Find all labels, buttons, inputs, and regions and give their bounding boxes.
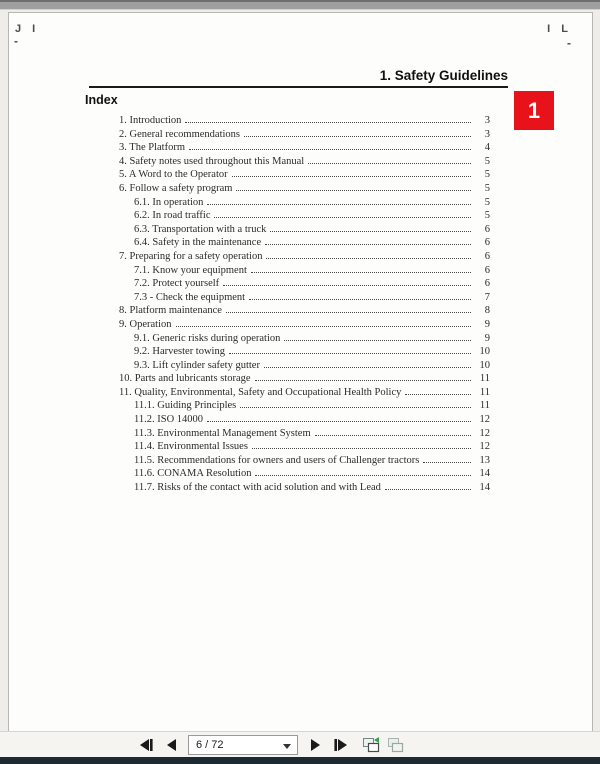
next-page-button[interactable] <box>306 737 324 753</box>
next-view-icon <box>386 735 405 754</box>
toc-page-number: 12 <box>479 427 490 439</box>
toc-leader-dots <box>232 176 471 177</box>
index-heading: Index <box>85 93 118 107</box>
toc-leader-dots <box>255 380 471 381</box>
toc-leader-dots <box>252 448 471 449</box>
toc-leader-dots <box>240 407 471 408</box>
toc-row <box>119 129 490 143</box>
window-bottom-edge <box>0 757 600 764</box>
toc-row <box>119 441 490 455</box>
toc-leader-dots <box>270 231 471 232</box>
toc-leader-dots <box>214 217 471 218</box>
toc-row <box>119 251 490 265</box>
toc-leader-dots <box>264 367 471 368</box>
toc-page-number: 10 <box>479 346 490 358</box>
toc-row <box>119 169 490 183</box>
toc-page-number: 11 <box>479 400 490 412</box>
toc-entry-label: 9.2. Harvester towing <box>134 346 225 358</box>
document-viewport[interactable] <box>0 10 600 731</box>
toc-page-number: 6 <box>484 250 490 262</box>
toc-entry-label: 4. Safety notes used throughout this Manual <box>119 155 305 167</box>
previous-page-button[interactable] <box>162 737 180 753</box>
toc-leader-dots <box>308 163 471 164</box>
previous-page-icon <box>165 738 178 752</box>
toc-row <box>119 142 490 156</box>
toc-leader-dots <box>244 136 471 137</box>
toc-entry-label: 6.4. Safety in the maintenance <box>134 237 262 249</box>
crop-mark-top-right-dash: - <box>567 36 571 50</box>
toc-leader-dots <box>405 394 471 395</box>
toc-page-number: 10 <box>479 359 490 371</box>
toc-leader-dots <box>176 326 472 327</box>
toc-entry-label: 6.3. Transportation with a truck <box>134 223 267 235</box>
page-indicator: 6 / 72 <box>196 738 224 751</box>
toc-row <box>119 400 490 414</box>
toc-entry-label: 9. Operation <box>119 318 172 330</box>
toc-page-number: 6 <box>484 264 490 276</box>
toc-page-number: 3 <box>484 115 490 126</box>
toc-entry-label: 2. General recommendations <box>119 128 240 140</box>
toc-leader-dots <box>385 489 471 490</box>
next-view-button <box>385 735 405 755</box>
toc-leader-dots <box>223 285 471 286</box>
document-page <box>8 12 593 731</box>
toc-page-number: 12 <box>479 414 490 426</box>
toc-row <box>119 414 490 428</box>
toc-row <box>119 265 490 279</box>
toc-leader-dots <box>265 244 471 245</box>
toc-page-number: 14 <box>479 468 490 480</box>
crop-mark-top-right: I L <box>547 23 572 35</box>
toc-leader-dots <box>236 190 471 191</box>
toc-entry-label: 5. A Word to the Operator <box>119 169 228 181</box>
toc-page-number: 5 <box>484 169 490 181</box>
toc-row <box>119 237 490 251</box>
toc-leader-dots <box>229 353 471 354</box>
toc-page-number: 3 <box>484 128 490 140</box>
toc-entry-label: 6.1. In operation <box>134 196 204 208</box>
toc-entry-label: 10. Parts and lubricants storage <box>119 373 251 385</box>
toc-row <box>119 210 490 224</box>
toc-entry-label: 3. The Platform <box>119 142 186 154</box>
toc-entry-label: 6. Follow a safety program <box>119 182 233 194</box>
toc-page-number: 5 <box>484 196 490 208</box>
toc-page-number: 6 <box>484 278 490 290</box>
first-page-icon <box>139 738 154 752</box>
toc-page-number: 5 <box>484 210 490 222</box>
toc-page-number: 6 <box>484 223 490 235</box>
last-page-icon <box>333 738 348 752</box>
toc-row <box>119 183 490 197</box>
toc-entry-label: 7.2. Protect yourself <box>134 278 220 290</box>
page-title: 1. Safety Guidelines <box>379 68 508 83</box>
page-number-combobox[interactable] <box>188 735 298 755</box>
toc-page-number: 14 <box>479 482 490 494</box>
toc-entry-label: 11.6. CONAMA Resolution <box>134 468 252 480</box>
toc-page-number: 12 <box>479 441 490 453</box>
toc-leader-dots <box>189 149 471 150</box>
toc-page-number: 4 <box>484 142 490 154</box>
toc-row <box>119 333 490 347</box>
toc-list <box>119 115 490 496</box>
toc-page-number: 7 <box>484 291 490 303</box>
toc-row <box>119 387 490 401</box>
toc-leader-dots <box>226 312 471 313</box>
section-tab: 1 <box>514 91 554 130</box>
toc-row <box>119 224 490 238</box>
toc-entry-label: 7.1. Know your equipment <box>134 264 247 276</box>
toc-page-number: 11 <box>479 386 490 398</box>
toc-leader-dots <box>423 462 471 463</box>
toc-row <box>119 197 490 211</box>
toc-leader-dots <box>249 299 471 300</box>
toc-row <box>119 346 490 360</box>
chevron-down-icon[interactable] <box>283 744 291 749</box>
toc-leader-dots <box>315 435 471 436</box>
navigation-toolbar <box>0 731 600 757</box>
toc-entry-label: 11.1. Guiding Principles <box>134 400 237 412</box>
toc-row <box>119 468 490 482</box>
header-rule <box>89 86 508 88</box>
previous-view-button[interactable] <box>361 735 381 755</box>
toc-entry-label: 9.1. Generic risks during operation <box>134 332 281 344</box>
toc-leader-dots <box>266 258 471 259</box>
toc-entry-label: 11.2. ISO 14000 <box>134 414 204 426</box>
toc-page-number: 5 <box>484 155 490 167</box>
toc-leader-dots <box>251 272 471 273</box>
toc-leader-dots <box>207 204 471 205</box>
crop-mark-top-left-dash: - <box>14 34 18 48</box>
toc-entry-label: 7. Preparing for a safety operation <box>119 250 263 262</box>
crop-mark-top-left: J I <box>15 23 40 35</box>
toc-entry-label: 6.2. In road traffic <box>134 210 211 222</box>
toc-leader-dots <box>255 475 471 476</box>
toc-row <box>119 292 490 306</box>
toc-entry-label: 9.3. Lift cylinder safety gutter <box>134 359 260 371</box>
toc-row <box>119 319 490 333</box>
toc-entry-label: 11. Quality, Environmental, Safety and Occupational Health Policy <box>119 386 402 398</box>
toc-entry-label: 11.4. Environmental Issues <box>134 441 248 453</box>
toc-page-number: 13 <box>479 454 490 466</box>
toc-entry-label: 11.5. Recommendations for owners and users of Challenger tractors <box>134 454 420 466</box>
previous-view-icon <box>362 735 381 754</box>
toc-leader-dots <box>185 122 471 123</box>
window-top-edge <box>0 0 600 10</box>
toc-page-number: 5 <box>484 182 490 194</box>
toc-entry-label: 1. Introduction <box>119 115 182 126</box>
toc-page-number: 9 <box>484 318 490 330</box>
toc-row <box>119 115 490 129</box>
toc-page-number: 11 <box>479 373 490 385</box>
toc-leader-dots <box>284 340 471 341</box>
toc-leader-dots <box>207 421 471 422</box>
first-page-button[interactable] <box>137 737 155 753</box>
toc-row <box>119 360 490 374</box>
toc-page-number: 8 <box>484 305 490 317</box>
toc-entry-label: 11.3. Environmental Management System <box>134 427 311 439</box>
toc-row <box>119 373 490 387</box>
toc-row <box>119 428 490 442</box>
toc-row <box>119 482 490 496</box>
toc-entry-label: 7.3 - Check the equipment <box>134 291 246 303</box>
toc-entry-label: 8. Platform maintenance <box>119 305 222 317</box>
toc-entry-label: 11.7. Risks of the contact with acid solution and with Lead <box>134 482 381 494</box>
last-page-button[interactable] <box>331 737 349 753</box>
toc-row <box>119 278 490 292</box>
toc-row <box>119 455 490 469</box>
toc-page-number: 9 <box>484 332 490 344</box>
toc-row <box>119 156 490 170</box>
next-page-icon <box>309 738 322 752</box>
toc-page-number: 6 <box>484 237 490 249</box>
toc-row <box>119 305 490 319</box>
